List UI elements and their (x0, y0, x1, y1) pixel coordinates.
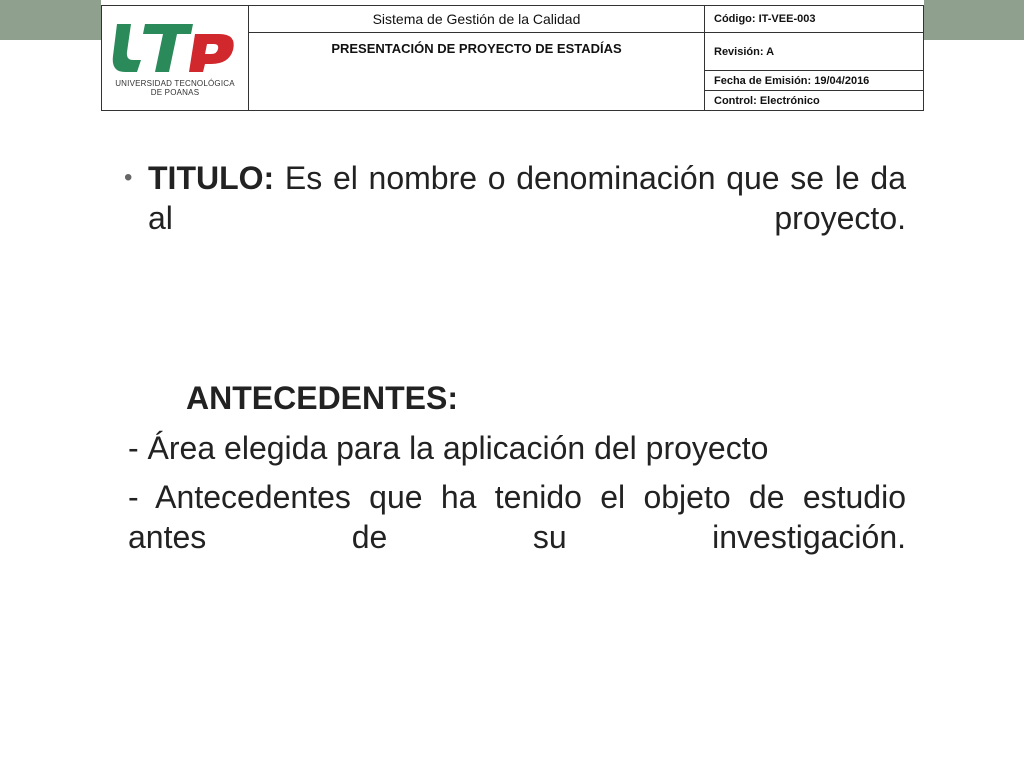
antecedentes-item-2: - Antecedentes que ha tenido el objeto de estudio antes de su investigación. (128, 479, 906, 555)
codigo-field: Código: IT-VEE-003 (705, 6, 924, 33)
fecha-emision-field: Fecha de Emisión: 19/04/2016 (705, 71, 924, 91)
titulo-label: TITULO: (148, 160, 275, 196)
logo-caption-line-1: UNIVERSIDAD TECNOLÓGICA (115, 78, 235, 88)
control-field: Control: Electrónico (705, 91, 924, 111)
titulo-description: Es el nombre o denominación que se le da al proyecto. (148, 160, 906, 236)
logo-caption-line-2: DE POANAS (150, 87, 200, 97)
bullet-dot-icon: • (124, 164, 133, 191)
system-title: Sistema de Gestión de la Calidad (249, 6, 705, 33)
antecedentes-item-1: - Área elegida para la aplicación del proyecto (128, 430, 769, 466)
titulo-bullet-text (148, 158, 906, 238)
antecedentes-heading: ANTECEDENTES: (186, 380, 459, 416)
titulo-bullet (124, 158, 906, 238)
revision-field: Revisión: A (705, 33, 924, 71)
document-title: PRESENTACIÓN DE PROYECTO DE ESTADÍAS (249, 33, 705, 111)
